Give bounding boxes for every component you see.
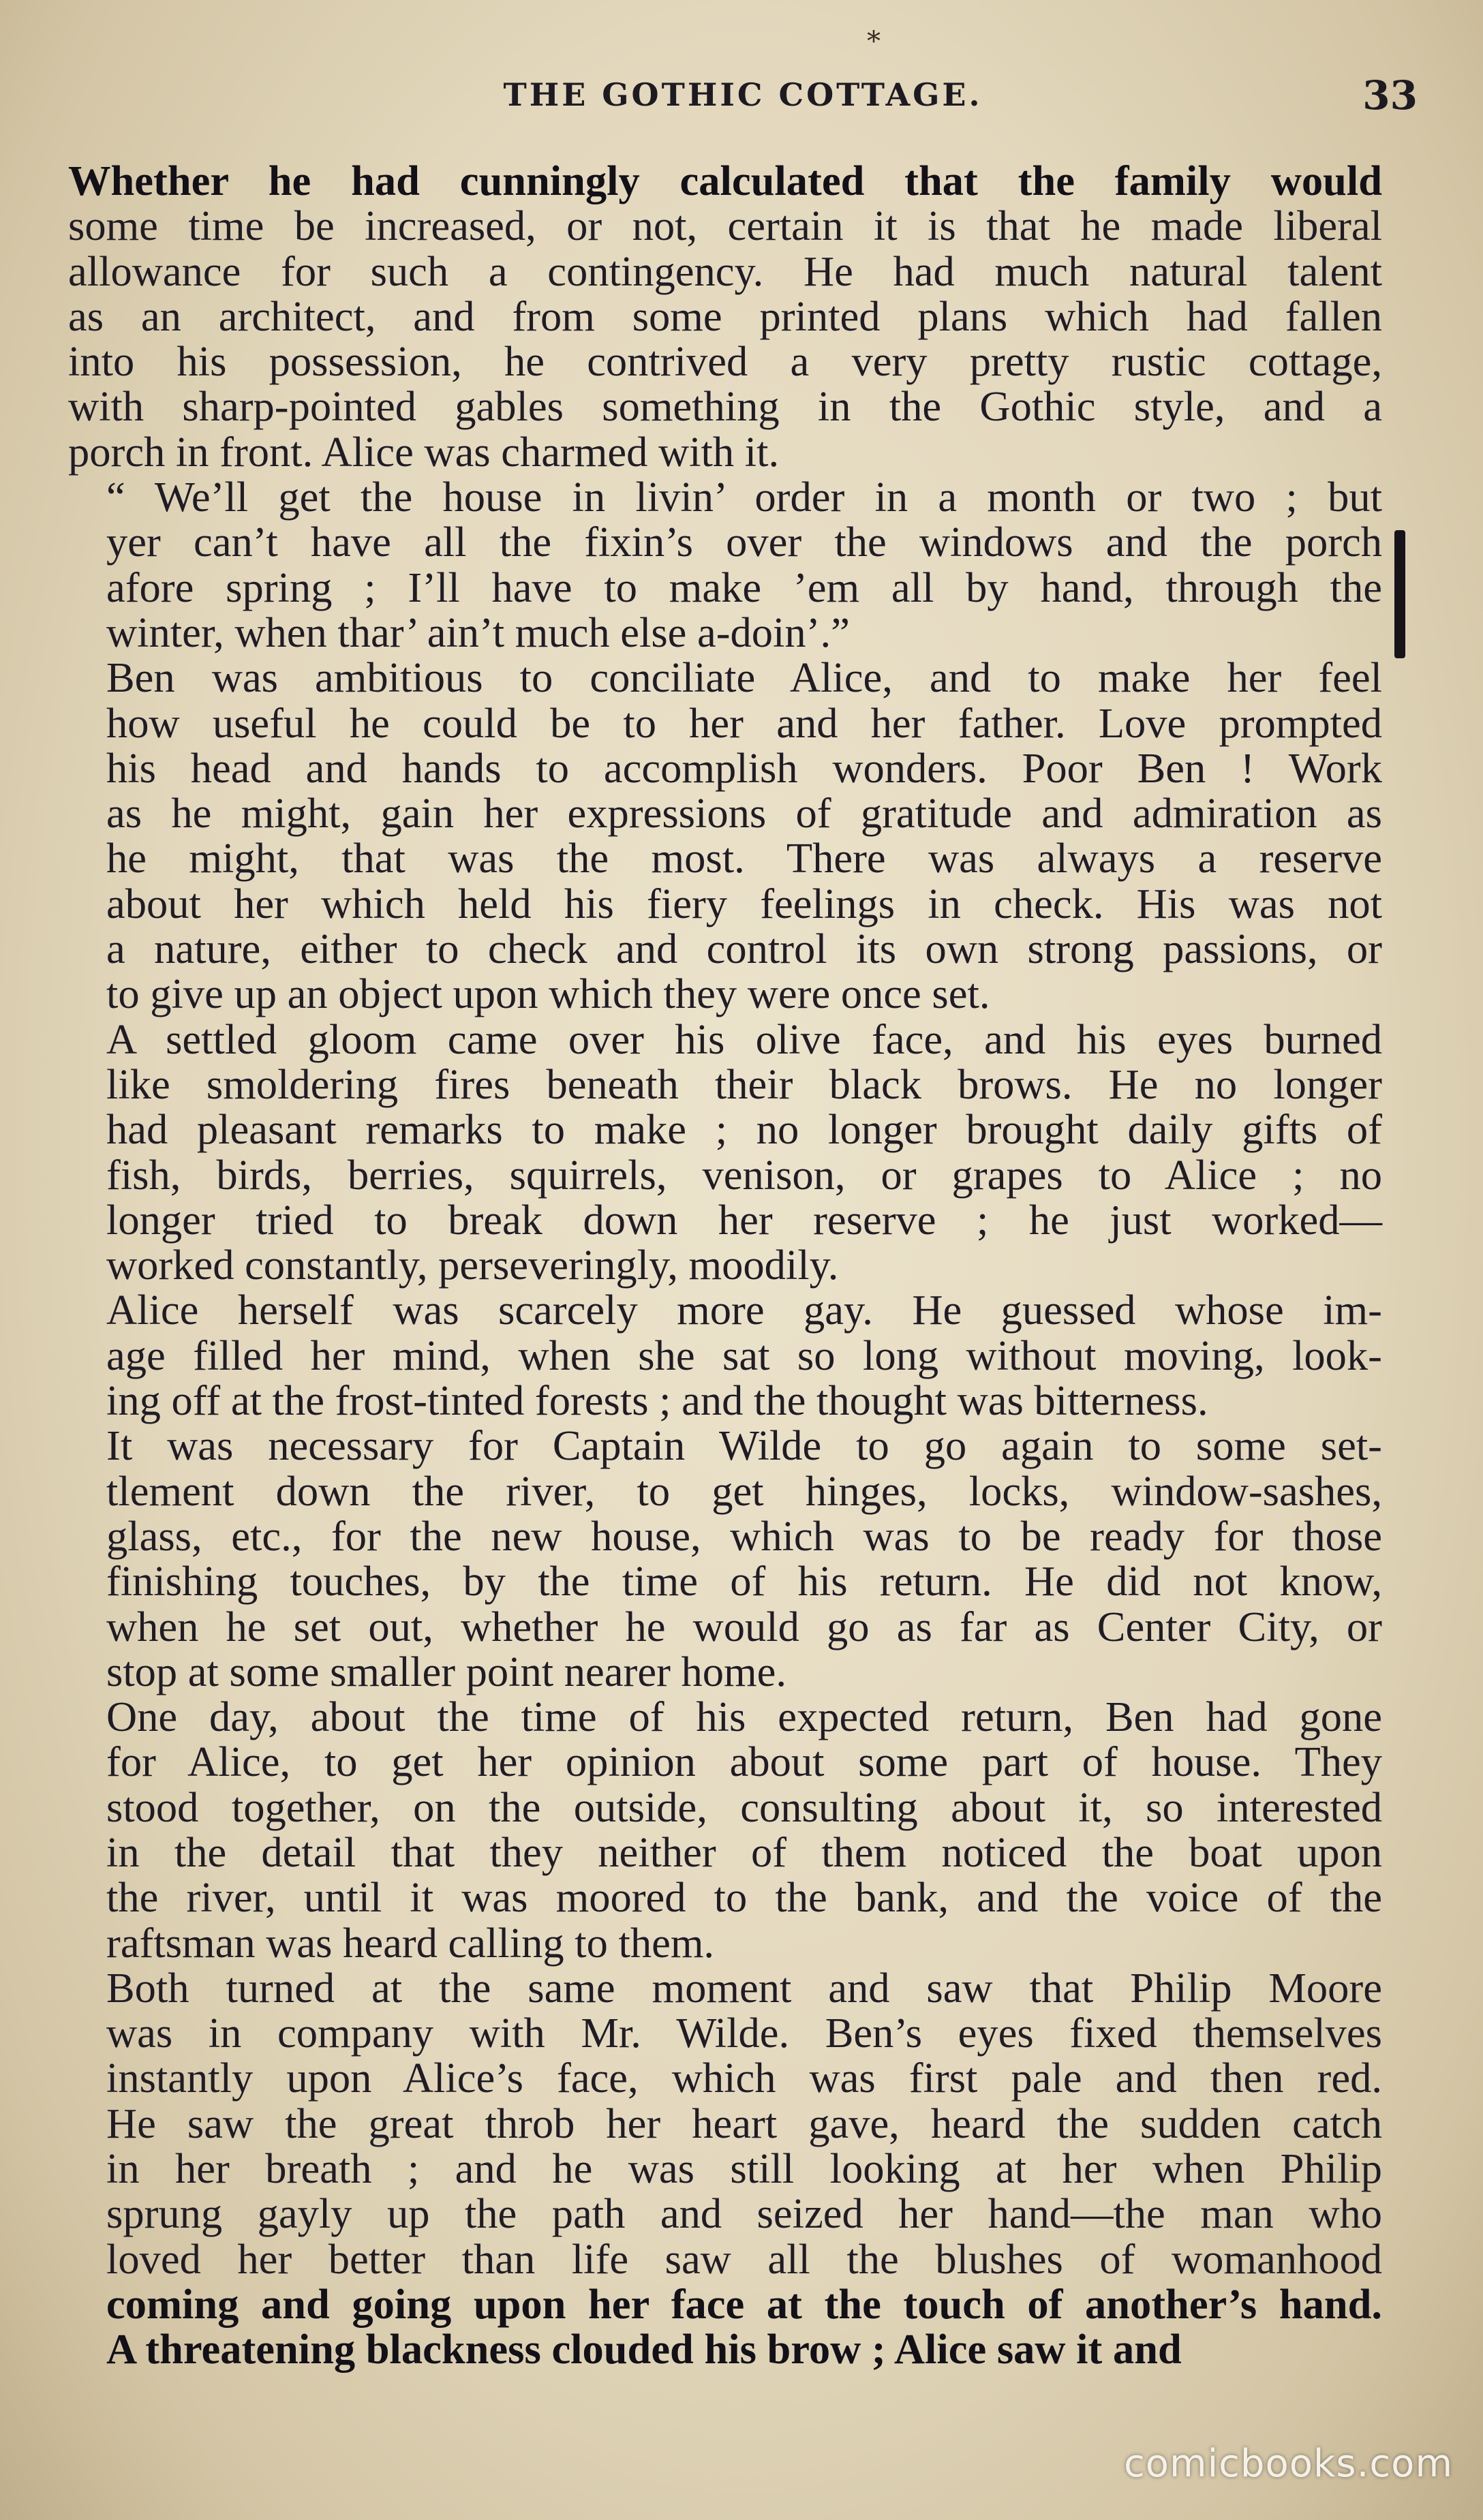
paragraph bbox=[68, 1423, 1382, 1694]
page-number: 33 bbox=[1362, 72, 1418, 119]
text-line: like smoldering fires beneath their black brows. He no longer bbox=[106, 1060, 1382, 1108]
margin-ink-mark bbox=[1394, 530, 1405, 658]
text-line: ing off at the frost-tinted forests ; and the thought was bitterness. bbox=[106, 1377, 1208, 1425]
printer-ornament: * bbox=[867, 26, 881, 57]
text-line: glass, etc., for the new house, which was to be ready for those bbox=[106, 1511, 1382, 1560]
text-line: with sharp-pointed gables something in the Gothic style, and a bbox=[68, 382, 1382, 431]
text-line: in her breath ; and he was still looking at her when Philip bbox=[106, 2145, 1382, 2193]
paragraph bbox=[68, 1017, 1382, 1288]
text-line: was in company with Mr. Wilde. Ben’s eyes fixed themselves bbox=[106, 2009, 1382, 2057]
text-line: about her which held his fiery feelings in check. His was not bbox=[106, 879, 1382, 927]
text-line: finishing touches, by the time of his return. He did not know, bbox=[106, 1557, 1382, 1605]
watermark: comicbooks.com bbox=[1123, 2442, 1453, 2486]
text-line: Both turned at the same moment and saw that Philip Moore bbox=[106, 1963, 1382, 2012]
text-line: he might, that was the most. There was always a reserve bbox=[106, 834, 1382, 882]
text-line: He saw the great throb her heart gave, heard the sudden catch bbox=[106, 2099, 1382, 2147]
text-line: in the detail that they neither of them noticed the boat upon bbox=[106, 1828, 1382, 1876]
text-line: “ We’ll get the house in livin’ order in a month or two ; but bbox=[106, 473, 1382, 521]
text-line: afore spring ; I’ll have to make ’em all by hand, through the bbox=[106, 563, 1382, 611]
text-line: how useful he could be to her and her father. Love prompted bbox=[106, 698, 1382, 747]
text-line: sprung gayly up the path and seized her hand—the man who bbox=[106, 2189, 1382, 2238]
text-line: worked constantly, perseveringly, moodily. bbox=[106, 1241, 839, 1289]
text-line: coming and going upon her face at the touch of another’s hand. bbox=[106, 2279, 1382, 2328]
text-line: stop at some smaller point nearer home. bbox=[106, 1647, 786, 1695]
text-line: into his possession, he contrived a very pretty rustic cottage, bbox=[68, 337, 1382, 386]
paragraph bbox=[68, 1287, 1382, 1423]
text-line: yer can’t have all the fixin’s over the windows and the porch bbox=[106, 518, 1382, 566]
text-line: Alice herself was scarcely more gay. He guessed whose im- bbox=[106, 1286, 1382, 1334]
text-line: longer tried to break down her reserve ; he just worked— bbox=[106, 1195, 1382, 1244]
text-line: his head and hands to accomplish wonders. Poor Ben ! Work bbox=[106, 743, 1382, 792]
text-line: as he might, gain her expressions of gratitude and admiration as bbox=[106, 789, 1382, 838]
text-line: It was necessary for Captain Wilde to go again to some set- bbox=[106, 1422, 1382, 1470]
text-line: raftsman was heard calling to them. bbox=[106, 1918, 715, 1967]
text-line: winter, when thar’ ain’t much else a-doin’.” bbox=[106, 608, 850, 656]
text-line: porch in front. Alice was charmed with it. bbox=[68, 427, 780, 476]
text-line: the river, until it was moored to the bank, and the voice of the bbox=[106, 1873, 1382, 1922]
paragraph bbox=[68, 474, 1382, 655]
text-line: loved her better than life saw all the blushes of womanhood bbox=[106, 2234, 1382, 2283]
text-line: to give up an object upon which they were once set. bbox=[106, 970, 990, 1018]
text-line: had pleasant remarks to make ; no longer brought daily gifts of bbox=[106, 1105, 1382, 1154]
paragraph bbox=[68, 1694, 1382, 1965]
body-text bbox=[68, 158, 1382, 2372]
paragraph bbox=[68, 655, 1382, 1016]
text-line: as an architect, and from some printed plans which had fallen bbox=[68, 292, 1382, 340]
text-line: Whether he had cunningly calculated that the family would bbox=[68, 157, 1382, 204]
text-line: A threatening blackness clouded his brow ; Alice saw it and bbox=[106, 2325, 1182, 2373]
text-line: some time be increased, or not, certain it is that he made liberal bbox=[68, 202, 1382, 250]
text-line: when he set out, whether he would go as far as Center City, or bbox=[106, 1602, 1382, 1650]
text-line: A settled gloom came over his olive face, and his eyes burned bbox=[106, 1015, 1382, 1063]
text-line: fish, birds, berries, squirrels, venison, or grapes to Alice ; no bbox=[106, 1150, 1382, 1199]
text-line: tlement down the river, to get hinges, locks, window-sashes, bbox=[106, 1466, 1382, 1515]
text-line: Ben was ambitious to conciliate Alice, and to make her feel bbox=[106, 654, 1382, 702]
text-line: allowance for such a contingency. He had much natural talent bbox=[68, 247, 1382, 295]
text-line: instantly upon Alice’s face, which was first pale and then red. bbox=[106, 2054, 1382, 2102]
paragraph bbox=[68, 158, 1382, 474]
running-title: THE GOTHIC COTTAGE. bbox=[503, 76, 983, 113]
running-head bbox=[68, 72, 1418, 124]
text-line: One day, about the time of his expected return, Ben had gone bbox=[106, 1693, 1382, 1741]
text-line: age filled her mind, when she sat so long without moving, look- bbox=[106, 1331, 1382, 1379]
text-line: for Alice, to get her opinion about some part of house. They bbox=[106, 1738, 1382, 1786]
text-line: stood together, on the outside, consulting about it, so interested bbox=[106, 1783, 1382, 1831]
paragraph bbox=[68, 1965, 1382, 2372]
text-line: a nature, either to check and control its own strong passions, or bbox=[106, 925, 1382, 973]
